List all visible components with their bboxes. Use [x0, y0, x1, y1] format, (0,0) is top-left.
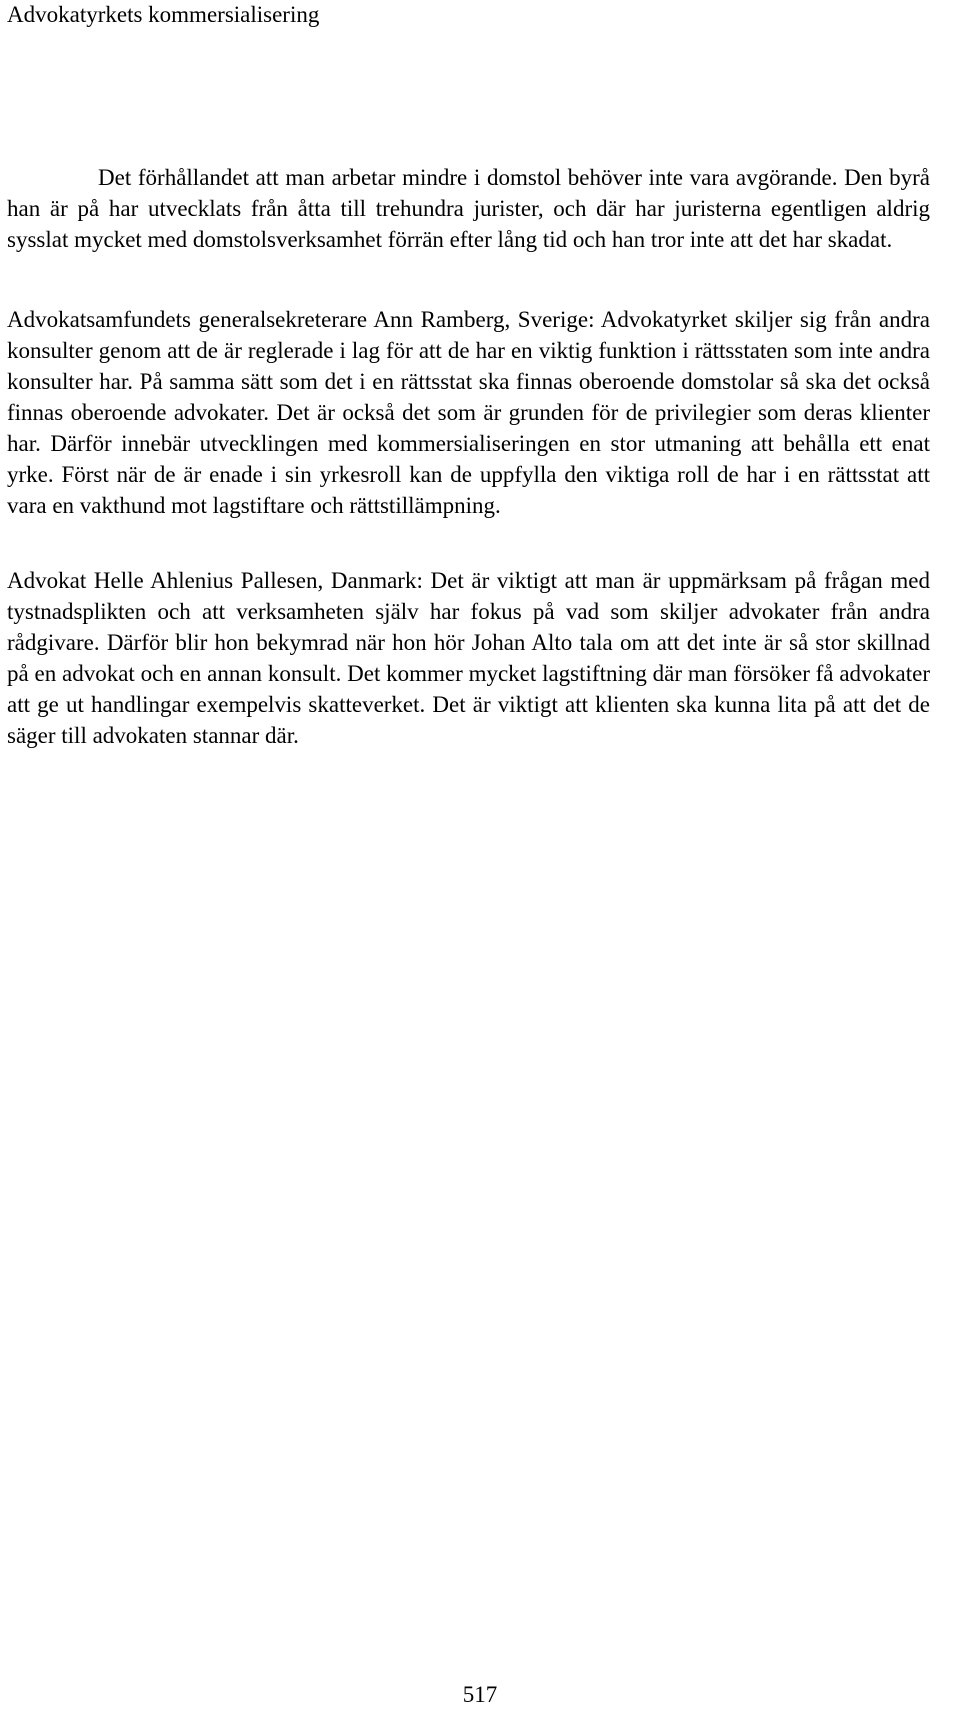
running-header: Advokatyrkets kommersialisering	[7, 2, 320, 27]
page-number: 517	[462, 1682, 498, 1707]
body-paragraph-3: Advokat Helle Ahlenius Pallesen, Danmark: Det är viktigt att man är uppmärksam på frågan med tystnadsplikten och att verksamheten själv har fokus på vad som skiljer advokater från andra rådgivare. Därför blir hon bekymrad när hon hör Johan Alto tala om att det inte är så stor skillnad på en advokat och en annan konsult. Det kommer mycket lagstiftning där man försöker få advokater att ge ut handlingar exempelvis skatteverket. Det är viktigt att klienten ska kunna lita på att det de säger till advokaten stannar där.	[7, 568, 930, 748]
body-paragraph-2: Advokatsamfundets generalsekreterare Ann Ramberg, Sverige: Advokatyrket skiljer sig från andra konsulter genom att de är reglerade i lag för att de har en viktig funktion i rättsstaten som inte andra konsulter har. På samma sätt som det i en rättsstat ska finnas oberoende domstolar så ska det också finnas oberoende advokater. Det är också det som är grunden för de privilegier som deras klienter har. Därför innebär utvecklingen med kommersialiseringen en stor utmaning att behålla ett enat yrke. Först när de är enade i sin yrkesroll kan de uppfylla den viktiga roll de har i en rättsstat att vara en vakthund mot lagstiftare och rättstillämpning.	[7, 307, 930, 518]
body-paragraph-1: Det förhållandet att man arbetar mindre i domstol behöver inte vara avgörande. Den byrå han är på har utvecklats från åtta till trehundra jurister, och där har juristerna egentligen aldrig sysslat mycket med domstolsverksamhet förrän efter lång tid och han tror inte att det har skadat.	[7, 165, 930, 252]
